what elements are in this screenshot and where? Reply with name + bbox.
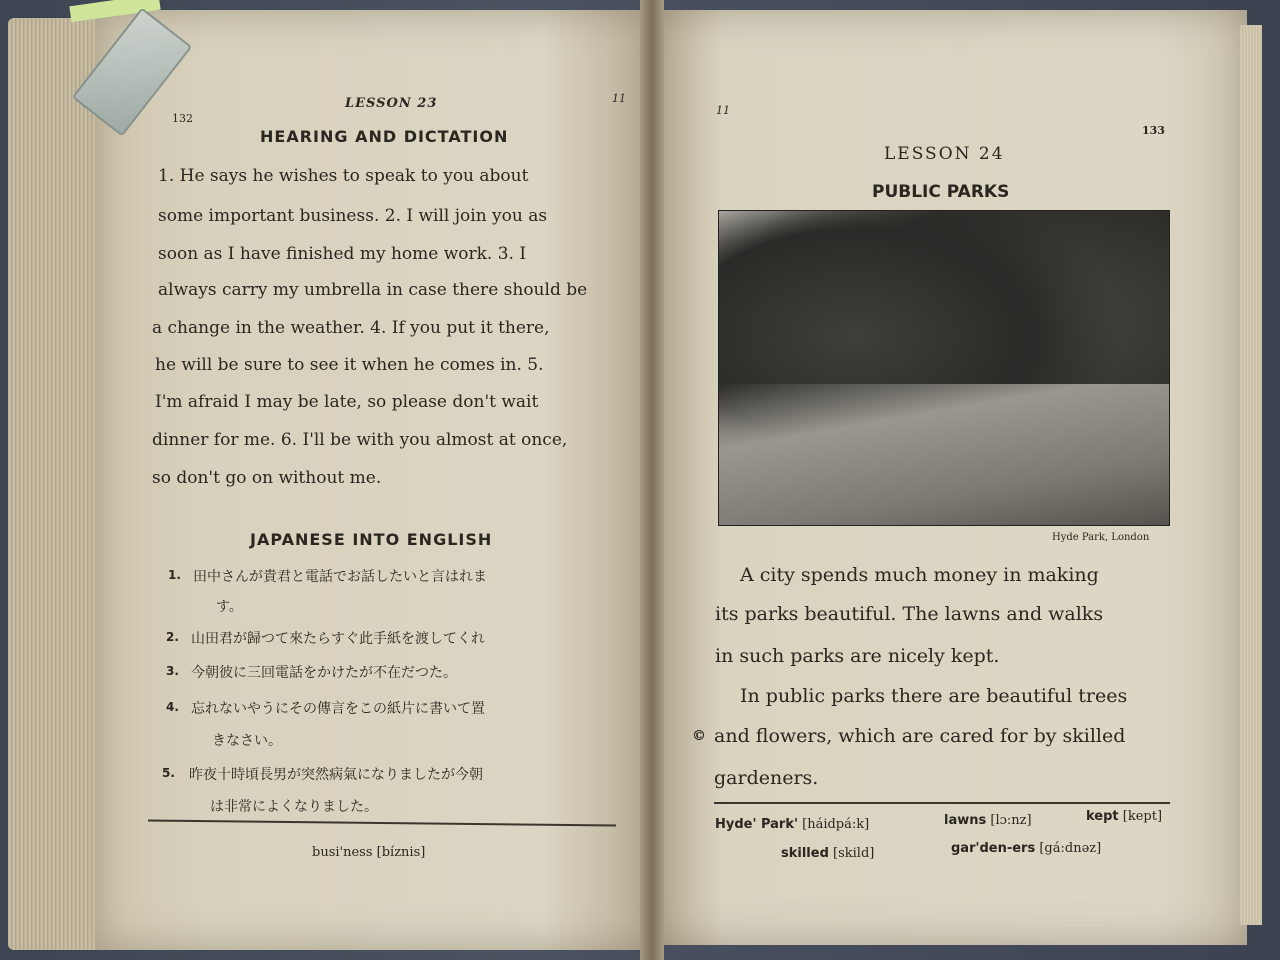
glossary-entry [951, 841, 1101, 856]
footnote-business: busi'ness [bíznis] [312, 845, 426, 860]
book-spine [640, 0, 664, 960]
glossary-word: lawns [944, 813, 987, 828]
dictation-line: some important business. 2. I will join you as [158, 206, 548, 226]
right-page-number: 133 [1142, 124, 1165, 137]
japanese-item-number: 2. [166, 630, 179, 644]
dictation-line: soon as I have finished my home work. 3. I [158, 244, 527, 264]
page-edges-left [8, 18, 108, 950]
glossary-rule [714, 802, 1170, 804]
paragraph-line: A city spends much money in making [740, 564, 1099, 586]
dictation-line: always carry my umbrella in case there should be [158, 280, 588, 300]
section-title-hearing: HEARING AND DICTATION [260, 127, 509, 146]
glossary-pron: [gá:dnəz] [1039, 841, 1102, 856]
japanese-line: 山田君が歸つて來たらすぐ此手紙を渡してくれ [191, 631, 485, 647]
japanese-line: 昨夜十時頃長男が突然病氣になりましたが今朝 [189, 767, 483, 783]
glossary-entry [715, 817, 869, 832]
lesson-title: LESSON 24 [884, 144, 1005, 164]
japanese-item-number: 4. [166, 700, 179, 714]
left-page-number: 132 [172, 112, 193, 125]
glossary-entry [944, 813, 1032, 828]
japanese-line: 田中さんが貴君と電話でお話したいと言はれま [193, 569, 487, 585]
paragraph-line: gardeners. [714, 767, 819, 789]
margin-mark: © [692, 728, 706, 744]
left-running-head: LESSON 23 [345, 96, 438, 111]
glossary-word: kept [1086, 809, 1119, 824]
glossary-pron: [háidpá:k] [802, 817, 870, 832]
left-corner-mark: 11 [612, 92, 626, 105]
glossary-entry [1086, 809, 1162, 824]
photo-road [719, 384, 1169, 525]
section-title-parks: PUBLIC PARKS [872, 182, 1010, 202]
glossary-pron: [skild] [833, 846, 875, 861]
glossary-entry [781, 846, 874, 861]
dictation-line: I'm afraid I may be late, so please don't wait [155, 392, 539, 412]
japanese-item-number: 5. [162, 766, 175, 780]
japanese-item-number: 1. [168, 568, 181, 582]
japanese-line: 忘れないやうにその傳言をこの紙片に書いて置 [191, 701, 485, 717]
hyde-park-photo [718, 210, 1170, 526]
dictation-line: he will be sure to see it when he comes in. 5. [155, 355, 544, 375]
dictation-line: a change in the weather. 4. If you put it there, [152, 318, 550, 338]
glossary-word: Hyde' Park' [715, 817, 798, 832]
paragraph-line: its parks beautiful. The lawns and walks [715, 603, 1104, 625]
glossary-word: gar'den-ers [951, 841, 1036, 856]
page-edges-right [1240, 25, 1262, 925]
dictation-line: so don't go on without me. [152, 468, 382, 488]
japanese-line: は非常によくなりました。 [210, 799, 378, 815]
dictation-line: dinner for me. 6. I'll be with you almost at once, [152, 430, 568, 450]
glossary-pron: [kept] [1122, 809, 1163, 824]
paragraph-line: in such parks are nicely kept. [715, 645, 1000, 667]
photo-caption: Hyde Park, London [1052, 532, 1150, 543]
paragraph-line: and flowers, which are cared for by skilled [714, 725, 1126, 747]
dictation-line: 1. He says he wishes to speak to you about [158, 166, 529, 186]
paragraph-line: In public parks there are beautiful trees [740, 685, 1128, 707]
japanese-line: す。 [216, 599, 243, 615]
glossary-pron: [lɔ:nz] [990, 813, 1032, 828]
japanese-line: 今朝彼に三回電話をかけたが不在だつた。 [191, 665, 457, 681]
right-corner-mark: 11 [716, 104, 730, 117]
section-title-japanese: JAPANESE INTO ENGLISH [250, 530, 493, 549]
glossary-word: skilled [781, 846, 829, 861]
japanese-line: きなさい。 [212, 733, 282, 749]
japanese-item-number: 3. [166, 664, 179, 678]
